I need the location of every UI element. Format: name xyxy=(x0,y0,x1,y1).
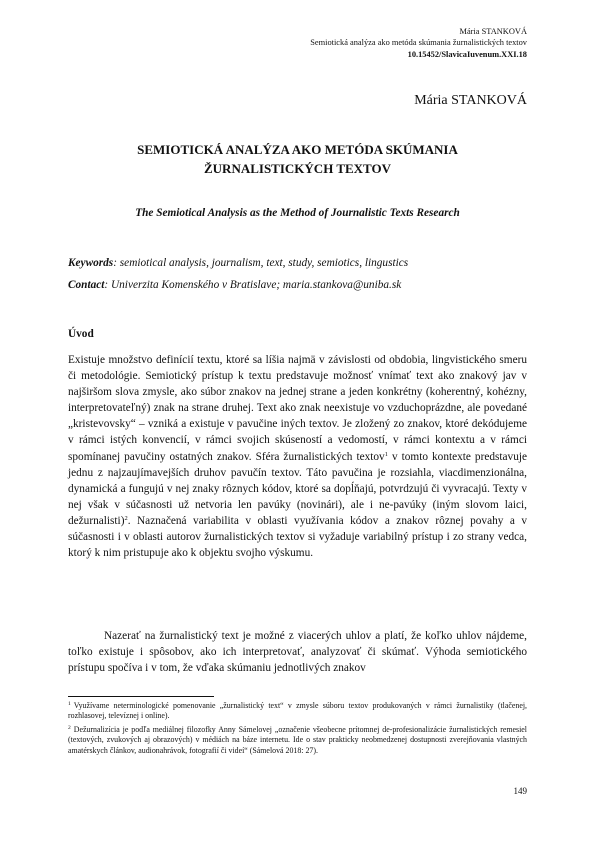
author-name: Mária STANKOVÁ xyxy=(414,93,527,108)
section-heading: Úvod xyxy=(68,328,94,340)
running-header xyxy=(310,26,527,60)
paragraph-2: Nazerať na žurnalistický text je možné z viacerých uhlov a platí, že koľko uhlov nájdeme, toľko existuje i spôsobov, ako ich interpretovať, analyzovať či skúmať. Výhoda semiotického prístupu spočíva i v tom, že vďaka skúmaniu jednotlivých znakov xyxy=(68,630,527,675)
paragraph-1-part-2: v tomto kontexte predstavuje jednu z najzaujímavejších druhov pavučín textov. Táto pavučina je rozsiahla, viacdimenzionálna, dynamická a fungujú v nej znaky rôznych kódov, ktoré sa dopĺňajú, potvrdzujú či vyvracajú. Texty v nej však v súčasnosti už netvoria len pavúky (novinári), ale i ne-pavúky (iným slovom laici, dežurnalisti) xyxy=(68,450,528,527)
footnote-2-text: Dežurnalizícia je podľa mediálnej filozofky Anny Sámelovej „označenie všeobecne prítomnej de-profesionalizácie žurnalistických remesiel (textových, zvukových aj obrazových) v médiách na báze internetu. Ide o stav prakticky neobmedzenej dostupnosti zverejňovania vlastných amatérskych článkov, audionahrávok, fotografií či videí“ (Sámelová 2018: 27). xyxy=(68,724,527,755)
header-author: Mária STANKOVÁ xyxy=(459,27,527,36)
article-title xyxy=(68,140,527,178)
footnote-divider xyxy=(68,696,214,697)
article-subtitle: The Semiotical Analysis as the Method of Journalistic Texts Research xyxy=(135,207,460,219)
paragraph-1-part-3: . Naznačená variabilita v oblasti využívania kódov a znakov rôznej povahy a v súčasnosti i v oblasti autorov žurnalistických textov si vyžaduje variabilný prístup i zo strany vedca, ktorý k nim pristupuje ako k objektu svojho výskumu. xyxy=(68,514,527,560)
title-line-2: ŽURNALISTICKÝCH TEXTOV xyxy=(204,161,391,176)
header-doi: 10.15452/SlavicaIuvenum.XXI.18 xyxy=(407,49,527,59)
paragraph-1-part-1: Existuje množstvo definícií textu, ktoré sa líšia najmä v závislosti od obdobia, lingvistického smeru či metodológie. Semiotický prístup k textu predstavuje možnosť vnímať text ako znakový jav v najširšom slova zmysle, ako súbor znakov na jednej strane a jeden konkrétny (koherentný, kohézny, interpretovateľný) znak na strane druhej. Text ako znak neexistuje vo vzduchoprázdne, ale povedané „kristevovsky“ – vzniká a existuje v pavučine iných textov. Je zložený zo znakov, ktoré dekódujeme v rámci istých konvencií, v rámci svojich skúseností a vedomostí, v rámci kontextu a v rámci spomínanej pavučiny ostatných znakov. Sféra žurnalistických textov xyxy=(68,354,527,463)
contact-label: Contact xyxy=(68,279,105,291)
footnote-2 xyxy=(68,725,527,756)
title-line-1: SEMIOTICKÁ ANALÝZA AKO METÓDA SKÚMANIA xyxy=(137,142,458,157)
contact-text: : Univerzita Komenského v Bratislave; maria.stankova@uniba.sk xyxy=(104,279,402,291)
contact-line xyxy=(68,279,527,291)
footnote-2-number: 2 xyxy=(68,724,71,731)
keywords-line xyxy=(68,257,527,269)
footnote-1-text: Využívame neterminologické pomenovanie „žurnalistický text“ v zmysle súboru textov produkovaných v rámci žurnalistiky (tlačenej, rozhlasovej, televíznej i online). xyxy=(68,701,527,721)
paragraph-1 xyxy=(68,352,527,561)
footnote-1-number: 1 xyxy=(68,701,71,707)
page-number: 149 xyxy=(513,786,527,796)
footnotes xyxy=(68,701,527,756)
keywords-text: : semiotical analysis, journalism, text, study, semiotics, lingustics xyxy=(113,257,409,269)
footnote-ref-2[interactable]: 2 xyxy=(124,514,128,522)
keywords-label: Keywords xyxy=(68,257,114,269)
footnote-1 xyxy=(68,701,527,722)
header-running-title: Semiotická analýza ako metóda skúmania žurnalistických textov xyxy=(310,38,527,48)
footnote-ref-1[interactable]: 1 xyxy=(384,450,388,458)
